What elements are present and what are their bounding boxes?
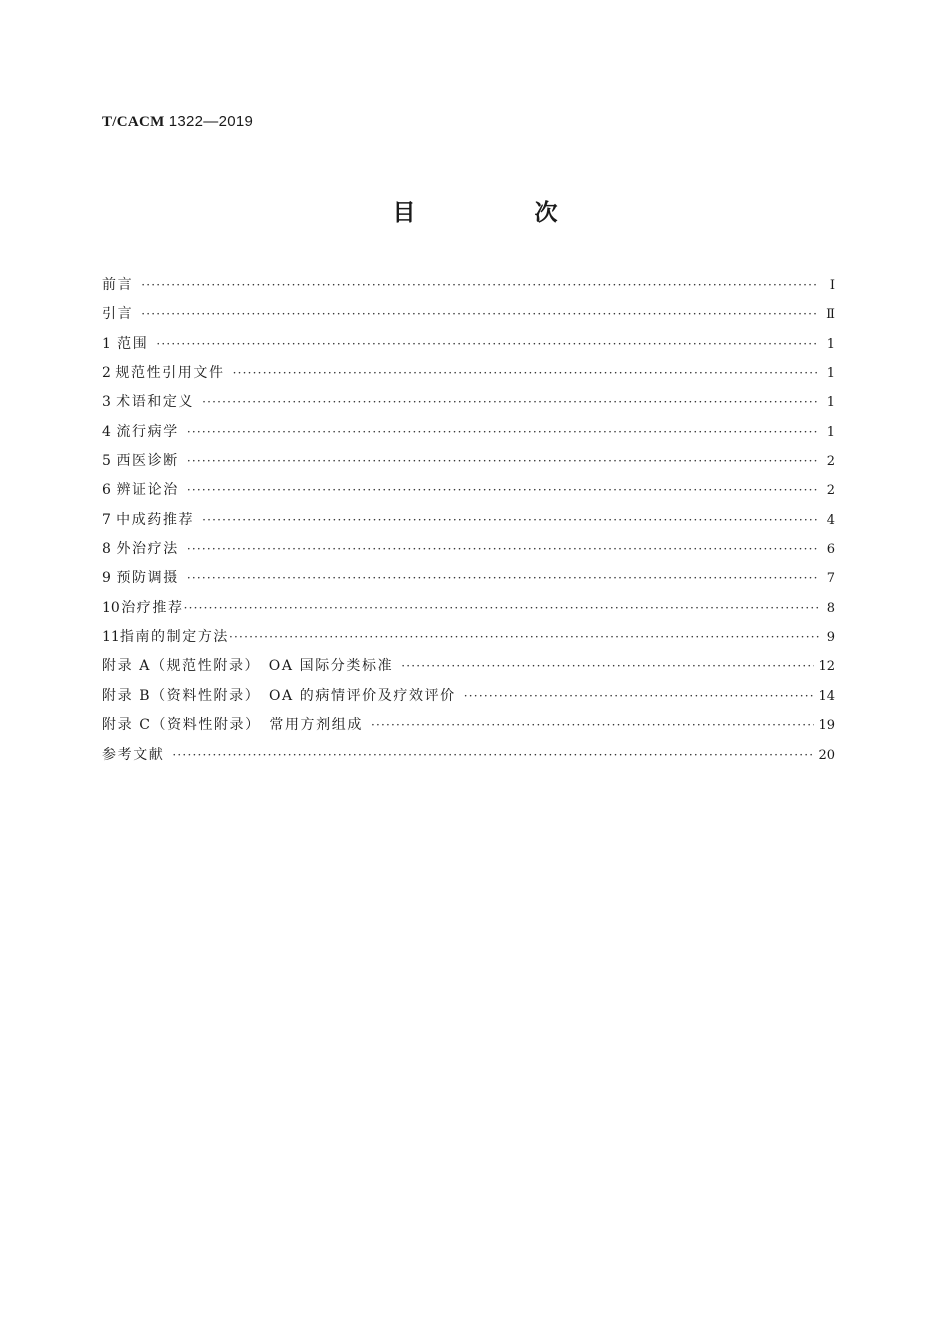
toc-item-number: 2 bbox=[102, 365, 111, 382]
toc-item-number: 11 bbox=[102, 629, 120, 646]
dot-leader bbox=[141, 300, 819, 329]
dot-leader bbox=[141, 271, 819, 300]
dot-leader bbox=[187, 535, 819, 564]
toc-item-number: 5 bbox=[102, 453, 111, 470]
toc-item-page: Ⅰ bbox=[829, 278, 835, 293]
toc-item-page: 6 bbox=[826, 542, 835, 558]
toc-item-number: 4 bbox=[102, 423, 111, 440]
toc-item-label: 前言 bbox=[102, 277, 134, 293]
toc-item-label: 预防调摄 bbox=[116, 570, 179, 587]
dot-leader bbox=[187, 447, 819, 476]
toc-item-appendix-c[interactable] bbox=[102, 711, 835, 740]
toc-item-label: 外治疗法 bbox=[116, 541, 179, 558]
table-of-contents bbox=[102, 271, 835, 770]
toc-item-number: 7 bbox=[102, 511, 111, 528]
toc-item-label: 参考文献 bbox=[102, 746, 165, 763]
toc-item-number: 8 bbox=[102, 541, 111, 558]
toc-item-page: 1 bbox=[826, 424, 835, 440]
toc-item-treatment-recommendation[interactable] bbox=[102, 594, 835, 623]
toc-item-page: 4 bbox=[826, 512, 835, 528]
toc-item-prevention[interactable] bbox=[102, 564, 835, 593]
toc-item-label: 规范性引用文件 bbox=[115, 365, 225, 382]
dot-leader bbox=[187, 476, 819, 505]
toc-item-page: 12 bbox=[818, 659, 835, 675]
dot-leader bbox=[187, 418, 819, 447]
dot-leader bbox=[184, 594, 819, 623]
toc-item-appendix-b[interactable] bbox=[102, 682, 835, 711]
toc-item-page: Ⅱ bbox=[826, 307, 835, 323]
dot-leader bbox=[172, 741, 814, 770]
toc-item-page: 1 bbox=[826, 336, 835, 352]
toc-item-patent-medicine[interactable] bbox=[102, 506, 835, 535]
toc-item-appendix-a[interactable] bbox=[102, 652, 835, 681]
dot-leader bbox=[233, 359, 819, 388]
toc-item-terms[interactable] bbox=[102, 388, 835, 417]
toc-item-number: 1 bbox=[102, 335, 111, 352]
dot-leader bbox=[464, 682, 815, 711]
toc-item-page: 9 bbox=[826, 630, 835, 646]
toc-item-page: 7 bbox=[826, 571, 835, 587]
toc-item-label: 中成药推荐 bbox=[116, 511, 195, 528]
toc-item-syndrome-differentiation[interactable] bbox=[102, 476, 835, 505]
toc-item-label: 指南的制定方法 bbox=[119, 629, 230, 646]
toc-item-guideline-method[interactable] bbox=[102, 623, 835, 652]
document-code bbox=[102, 113, 253, 131]
toc-item-number: 10 bbox=[102, 599, 120, 616]
toc-item-label: 西医诊断 bbox=[116, 453, 179, 470]
toc-item-external-therapy[interactable] bbox=[102, 535, 835, 564]
dot-leader bbox=[202, 388, 819, 417]
toc-item-label: 附录 B（资料性附录） OA 的病情评价及疗效评价 bbox=[102, 687, 456, 704]
dot-leader bbox=[401, 652, 814, 681]
dot-leader bbox=[156, 330, 819, 359]
toc-item-label: 引言 bbox=[102, 306, 134, 323]
dot-leader bbox=[202, 506, 819, 535]
toc-item-label: 范围 bbox=[117, 335, 149, 352]
toc-item-page: 2 bbox=[826, 454, 835, 470]
toc-item-number: 9 bbox=[102, 570, 111, 587]
toc-item-page: 20 bbox=[818, 747, 835, 763]
toc-item-epidemiology[interactable] bbox=[102, 418, 835, 447]
toc-item-page: 14 bbox=[818, 688, 835, 704]
toc-item-introduction[interactable] bbox=[102, 300, 835, 329]
toc-item-label: 术语和定义 bbox=[116, 394, 195, 411]
toc-item-label: 治疗推荐 bbox=[121, 599, 184, 616]
toc-item-references[interactable] bbox=[102, 741, 835, 770]
toc-item-label: 流行病学 bbox=[116, 423, 179, 440]
page-title: 目 次 bbox=[392, 200, 606, 226]
dot-leader bbox=[187, 564, 819, 593]
toc-item-foreword[interactable] bbox=[102, 271, 835, 300]
toc-item-scope[interactable] bbox=[102, 330, 835, 359]
standard-prefix: T/CACM bbox=[102, 114, 165, 130]
dot-leader bbox=[371, 711, 814, 740]
toc-item-page: 8 bbox=[826, 600, 835, 616]
toc-item-page: 19 bbox=[818, 718, 835, 734]
standard-number: 1322—2019 bbox=[168, 113, 254, 130]
toc-item-number: 6 bbox=[102, 482, 111, 499]
toc-item-page: 1 bbox=[826, 395, 835, 411]
toc-item-label: 附录 A（规范性附录） OA 国际分类标准 bbox=[102, 658, 394, 675]
toc-item-page: 2 bbox=[826, 483, 835, 499]
dot-leader bbox=[229, 623, 819, 652]
toc-item-western-diagnosis[interactable] bbox=[102, 447, 835, 476]
toc-item-number: 3 bbox=[102, 394, 111, 411]
toc-item-label: 辨证论治 bbox=[116, 482, 179, 499]
toc-item-label: 附录 C（资料性附录） 常用方剂组成 bbox=[102, 717, 363, 734]
toc-item-page: 1 bbox=[826, 366, 835, 382]
toc-item-normative-references[interactable] bbox=[102, 359, 835, 388]
